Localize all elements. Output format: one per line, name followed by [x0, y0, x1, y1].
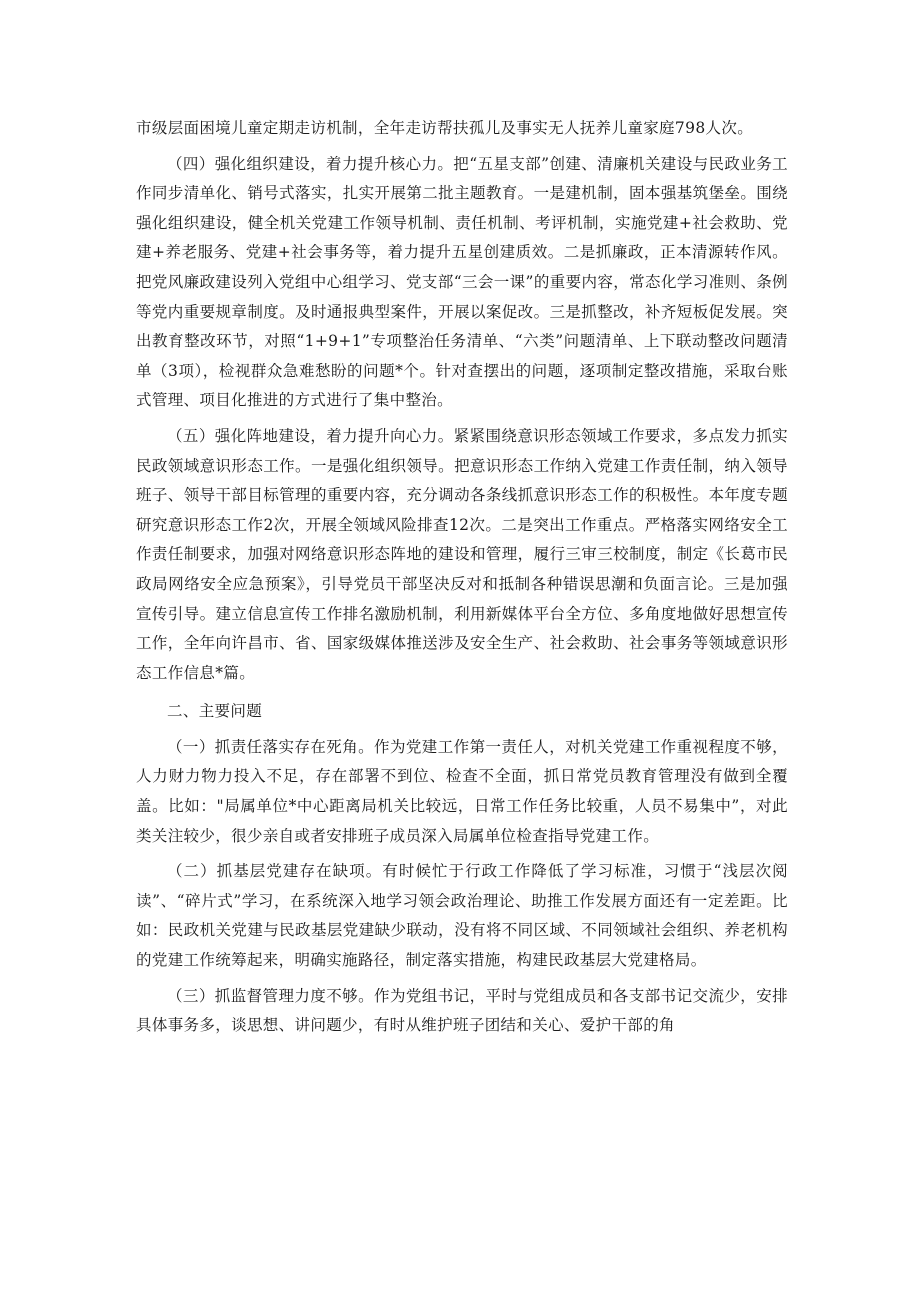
paragraph-position-building: （五）强化阵地建设，着力提升向心力。紧紧围绕意识形态领域工作要求，多点发力抓实民政领域意识形态工作。一是强化组织领导。把意识形态工作纳入党建工作责任制，纳入领导班子、领导干部目标管理的重要内容，充分调动各条线抓意识形态工作的积极性。本年度专题研究意识形态工作2次，开展全领域风险排查12次。二是突出工作重点。严格落实网络安全工作责任制要求，加强对网络意识形态阵地的建设和管理，履行三审三校制度，制定《长葛市民政局网络安全应急预案》，引导党员干部坚决反对和抵制各种错误思潮和负面言论。三是加强宣传引导。建立信息宣传工作排名激励机制，利用新媒体平台全方位、多角度地做好思想宣传工作，全年向许昌市、省、国家级媒体推送涉及安全生产、社会救助、社会事务等领域意识形态工作信息*篇。: [136, 426, 788, 682]
paragraph-problem-responsibility: （一）抓责任落实存在死角。作为党建工作第一责任人，对机关党建工作重视程度不够，人力财力物力投入不足，存在部署不到位、检查不全面，抓日常党员教育管理没有做到全覆盖。比如："局属单位*中心距离局机关比较远，日常工作任务比较重，人员不易集中”，对此类关注较少，很少亲自或者安排班子成员深入局属单位检查指导党建工作。: [136, 737, 788, 845]
document-page: [136, 114, 788, 1041]
paragraph-continuation: 市级层面困境儿童定期走访机制，全年走访帮扶孤儿及事实无人抚养儿童家庭798人次。: [136, 119, 754, 137]
paragraph-organization-building: （四）强化组织建设，着力提升核心力。把“五星支部”创建、清廉机关建设与民政业务工作同步清单化、销号式落实，扎实开展第二批主题教育。一是建机制，固本强基筑堡垒。围绕强化组织建设，健全机关党建工作领导机制、责任机制、考评机制，实施党建+社会救助、党建+养老服务、党建+社会事务等，着力提升五星创建质效。二是抓廉政，正本清源转作风。把党风廉政建设列入党组中心组学习、党支部“三会一课”的重要内容，常态化学习准则、条例等党内重要规章制度。及时通报典型案件，开展以案促改。三是抓整改，补齐短板促发展。突出教育整改环节，对照“1+9+1”专项整治任务清单、“六类”问题清单、上下联动整改问题清单（3项），检视群众急难愁盼的问题*个。针对查摆出的问题，逐项制定整改措施，采取台账式管理、项目化推进的方式进行了集中整治。: [136, 154, 788, 410]
section-heading-main-problems: 二、主要问题: [167, 702, 263, 721]
paragraph-problem-grassroots: （二）抓基层党建存在缺项。有时候忙于行政工作降低了学习标准，习惯于“浅层次阅读”、“碎片式”学习，在系统深入地学习领会政治理论、助推工作发展方面还有一定差距。比如：民政机关党建与民政基层党建缺少联动，没有将不同区域、不同领域社会组织、养老机构的党建工作统筹起来，明确实施路径，制定落实措施，构建民政基层大党建格局。: [136, 862, 788, 970]
paragraph-problem-supervision: （三）抓监督管理力度不够。作为党组书记，平时与党组成员和各支部书记交流少，安排具体事务多，谈思想、讲问题少，有时从维护班子团结和关心、爱护干部的角: [136, 986, 788, 1035]
